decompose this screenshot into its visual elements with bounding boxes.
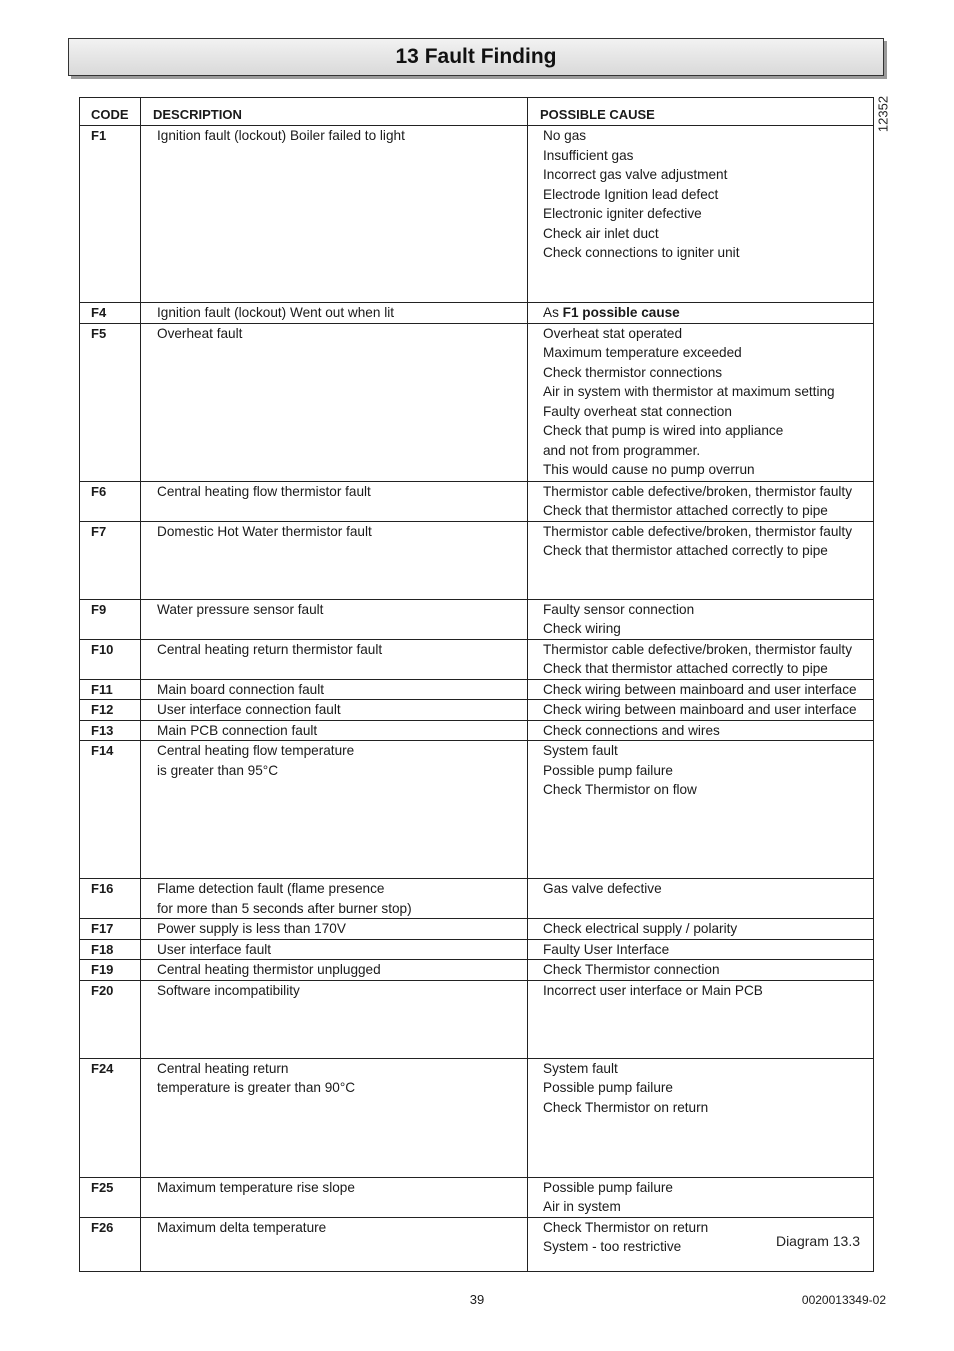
cause-line: Check connections to igniter unit	[543, 245, 740, 260]
cause-line: Thermistor cable defective/broken, thermistor faulty	[543, 483, 853, 499]
description-line: is greater than 95°C	[157, 762, 279, 778]
fault-description	[141, 1058, 528, 1177]
table-row	[80, 599, 874, 639]
cause-line: Incorrect gas valve adjustment	[543, 167, 728, 182]
header-cause: POSSIBLE CAUSE	[528, 98, 874, 126]
possible-cause	[528, 720, 874, 741]
cause-line: and not from programmer.	[543, 442, 701, 458]
description-line: Central heating flow thermistor fault	[157, 483, 371, 499]
cause-line: System fault	[543, 1060, 618, 1076]
possible-cause	[528, 980, 874, 1058]
possible-cause	[528, 481, 874, 521]
cause-line: Incorrect user interface or Main PCB	[543, 982, 763, 998]
cause-line: Thermistor cable defective/broken, thermistor faulty	[543, 641, 853, 657]
cause-line: Faulty User Interface	[543, 941, 670, 957]
description-line: User interface fault	[157, 941, 272, 957]
description-line: Water pressure sensor fault	[157, 601, 324, 617]
cause-line: Possible pump failure	[543, 762, 673, 778]
side-reference-number: 12352	[875, 95, 891, 133]
cause-line: Possible pump failure	[543, 1179, 673, 1195]
possible-cause	[528, 741, 874, 879]
fault-description	[141, 919, 528, 940]
cause-line: Gas valve defective	[543, 881, 662, 896]
cause-line: Check that thermistor attached correctly to pipe	[543, 543, 828, 558]
fault-description	[141, 741, 528, 879]
possible-cause	[528, 323, 874, 481]
fault-description	[141, 599, 528, 639]
table-row	[80, 939, 874, 960]
cause-line: Thermistor cable defective/broken, thermistor faulty	[543, 523, 853, 539]
fault-code: F26	[80, 1217, 141, 1271]
fault-description	[141, 939, 528, 960]
table-row	[80, 1058, 874, 1177]
fault-code: F18	[80, 939, 141, 960]
page-number: 39	[469, 1292, 485, 1307]
description-line: Maximum temperature rise slope	[157, 1179, 355, 1195]
fault-code: F7	[80, 521, 141, 599]
possible-cause	[528, 939, 874, 960]
fault-description	[141, 521, 528, 599]
cause-line: Check that thermistor attached correctly to pipe	[543, 661, 828, 676]
fault-code: F9	[80, 599, 141, 639]
description-line: Flame detection fault (flame presence	[157, 881, 385, 896]
possible-cause	[528, 639, 874, 679]
fault-code: F25	[80, 1177, 141, 1217]
table-row	[80, 720, 874, 741]
section-title-box	[68, 38, 884, 76]
table-row	[80, 741, 874, 879]
fault-description	[141, 1217, 528, 1271]
fault-code: F11	[80, 679, 141, 700]
fault-code: F13	[80, 720, 141, 741]
table-row	[80, 323, 874, 481]
fault-description	[141, 639, 528, 679]
possible-cause	[528, 679, 874, 700]
possible-cause	[528, 521, 874, 599]
table-row	[80, 1177, 874, 1217]
cause-line: Check Thermistor on flow	[543, 782, 697, 797]
description-line: Software incompatibility	[157, 982, 300, 998]
table-row	[80, 980, 874, 1058]
fault-code: F12	[80, 700, 141, 721]
fault-table-body	[80, 126, 874, 1272]
cause-line: Check wiring between mainboard and user interface	[543, 681, 857, 697]
cause-line: Overheat stat operated	[543, 325, 683, 341]
fault-code: F1	[80, 126, 141, 303]
table-row	[80, 879, 874, 919]
description-line: for more than 5 seconds after burner stop)	[157, 900, 412, 916]
fault-code: F20	[80, 980, 141, 1058]
cause-line: Check Thermistor on return	[543, 1099, 709, 1115]
cause-line: Check Thermistor on return	[543, 1219, 709, 1235]
fault-description	[141, 303, 528, 324]
fault-description	[141, 700, 528, 721]
fault-code: F6	[80, 481, 141, 521]
fault-description	[141, 879, 528, 919]
cause-line: This would cause no pump overrun	[543, 462, 755, 477]
cause-line: Electrode Ignition lead defect	[543, 186, 719, 202]
cause-line: Check wiring	[543, 621, 621, 636]
cause-line: Electronic igniter defective	[543, 206, 702, 221]
fault-code: F4	[80, 303, 141, 324]
cause-line: Air in system	[543, 1199, 621, 1214]
cause-line: Check Thermistor connection	[543, 962, 720, 977]
cause-line: No gas	[543, 128, 587, 143]
table-row	[80, 521, 874, 599]
page-title: 13 Fault Finding	[395, 45, 557, 68]
fault-description	[141, 323, 528, 481]
fault-description	[141, 960, 528, 981]
diagram-label: Diagram 13.3	[775, 1233, 860, 1249]
description-line: Domestic Hot Water thermistor fault	[157, 523, 372, 539]
cause-line: Check air inlet duct	[543, 225, 659, 241]
description-line: Central heating return thermistor fault	[157, 641, 383, 657]
table-row	[80, 481, 874, 521]
description-line: Overheat fault	[157, 325, 243, 341]
cause-line: System fault	[543, 743, 618, 758]
description-line: Central heating return	[157, 1060, 289, 1076]
fault-description	[141, 679, 528, 700]
cause-line	[543, 303, 873, 323]
description-line: Main board connection fault	[157, 681, 325, 697]
fault-description	[141, 980, 528, 1058]
fault-table	[79, 97, 874, 1272]
cause-line: Possible pump failure	[543, 1080, 673, 1095]
fault-description	[141, 126, 528, 303]
possible-cause	[528, 879, 874, 919]
table-row	[80, 700, 874, 721]
table-row	[80, 1217, 874, 1271]
possible-cause	[528, 126, 874, 303]
cause-line: Check that thermistor attached correctly to pipe	[543, 503, 828, 518]
cause-line: Insufficient gas	[543, 147, 634, 163]
cause-line: Check that pump is wired into appliance	[543, 423, 784, 438]
table-header-row	[80, 98, 874, 126]
header-code: CODE	[80, 98, 141, 126]
fault-code: F19	[80, 960, 141, 981]
table-row	[80, 919, 874, 940]
fault-description	[141, 1177, 528, 1217]
cause-line: Air in system with thermistor at maximum setting	[543, 384, 835, 399]
fault-code: F16	[80, 879, 141, 919]
description-line: temperature is greater than 90°C	[157, 1080, 356, 1095]
fault-code: F24	[80, 1058, 141, 1177]
cause-line: Check connections and wires	[543, 722, 720, 738]
header-description: DESCRIPTION	[141, 98, 528, 126]
description-line: Maximum delta temperature	[157, 1219, 327, 1235]
fault-code: F14	[80, 741, 141, 879]
description-line: Central heating flow temperature	[157, 743, 355, 758]
possible-cause	[528, 919, 874, 940]
cause-line: Faulty overheat stat connection	[543, 403, 732, 419]
cause-line: Check thermistor connections	[543, 364, 723, 380]
cause-prefix: As	[543, 305, 563, 320]
fault-description	[141, 481, 528, 521]
cause-line: Faulty sensor connection	[543, 601, 695, 617]
table-row	[80, 639, 874, 679]
table-row	[80, 126, 874, 303]
fault-description	[141, 720, 528, 741]
table-row	[80, 960, 874, 981]
possible-cause	[528, 303, 874, 324]
description-line: Central heating thermistor unplugged	[157, 962, 381, 977]
possible-cause	[528, 960, 874, 981]
cause-reference: F1 possible cause	[562, 305, 680, 320]
document-id: 0020013349-02	[801, 1293, 886, 1307]
fault-code: F17	[80, 919, 141, 940]
description-line: Main PCB connection fault	[157, 722, 318, 738]
description-line: Ignition fault (lockout) Boiler failed to light	[157, 128, 405, 143]
cause-line: System - too restrictive	[543, 1239, 682, 1254]
cause-line: Check electrical supply / polarity	[543, 921, 738, 936]
possible-cause	[528, 599, 874, 639]
fault-code: F10	[80, 639, 141, 679]
table-row	[80, 679, 874, 700]
table-row	[80, 303, 874, 324]
description-line: Ignition fault (lockout) Went out when lit	[157, 305, 395, 320]
possible-cause	[528, 1058, 874, 1177]
description-line: User interface connection fault	[157, 702, 341, 717]
description-line: Power supply is less than 170V	[157, 921, 346, 936]
possible-cause	[528, 700, 874, 721]
possible-cause	[528, 1177, 874, 1217]
cause-line: Check wiring between mainboard and user interface	[543, 702, 857, 717]
fault-code: F5	[80, 323, 141, 481]
cause-line: Maximum temperature exceeded	[543, 345, 742, 360]
